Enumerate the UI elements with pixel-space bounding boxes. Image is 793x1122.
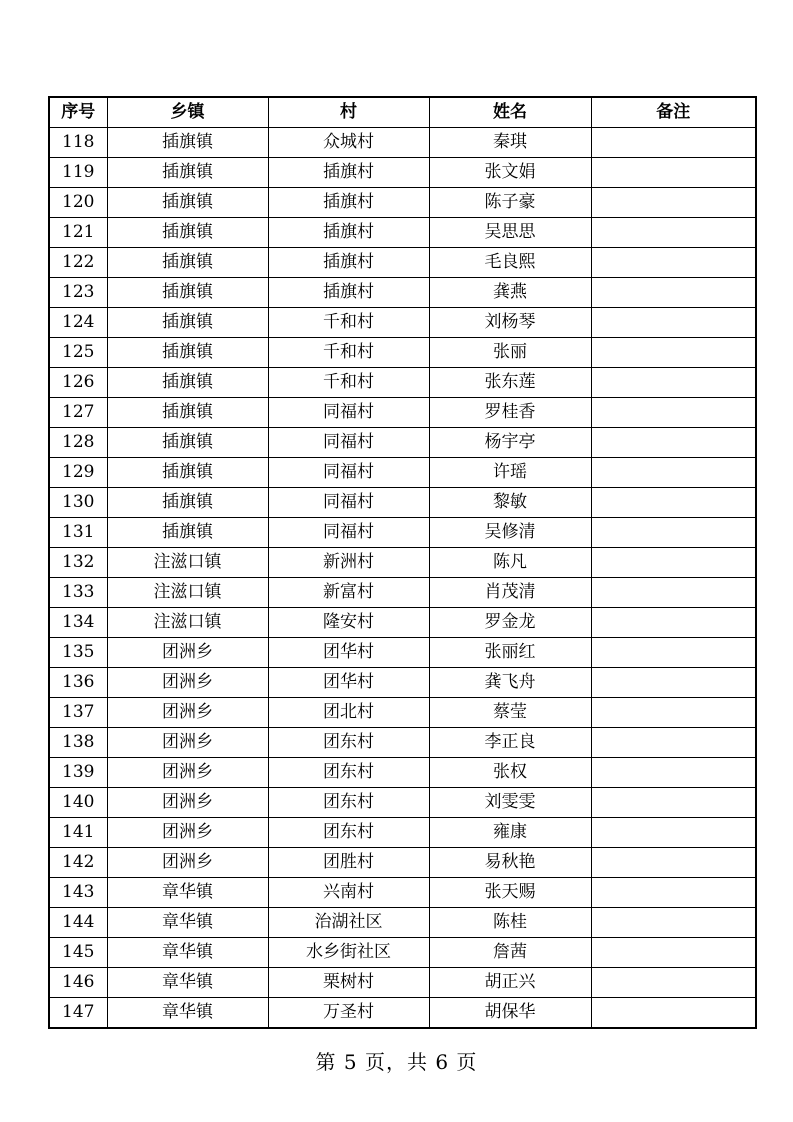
cell-note: [591, 488, 756, 518]
table-row: [49, 278, 756, 308]
cell-name: 胡正兴: [429, 968, 591, 998]
cell-village: 团华村: [268, 638, 429, 668]
cell-town: 插旗镇: [107, 308, 268, 338]
cell-name: 李正良: [429, 728, 591, 758]
cell-name: 胡保华: [429, 998, 591, 1029]
cell-town: 团洲乡: [107, 818, 268, 848]
cell-note: [591, 788, 756, 818]
cell-no: 146: [49, 968, 107, 998]
header-no: 序号: [49, 97, 107, 128]
cell-village: 同福村: [268, 428, 429, 458]
cell-no: 138: [49, 728, 107, 758]
cell-note: [591, 698, 756, 728]
cell-no: 145: [49, 938, 107, 968]
cell-note: [591, 188, 756, 218]
cell-village: 团华村: [268, 668, 429, 698]
cell-name: 龚飞舟: [429, 668, 591, 698]
cell-town: 团洲乡: [107, 758, 268, 788]
cell-village: 团东村: [268, 818, 429, 848]
table-row: [49, 998, 756, 1029]
cell-village: 水乡街社区: [268, 938, 429, 968]
cell-village: 治湖社区: [268, 908, 429, 938]
cell-note: [591, 518, 756, 548]
table-row: [49, 218, 756, 248]
table-row: [49, 518, 756, 548]
cell-name: 詹茜: [429, 938, 591, 968]
cell-no: 119: [49, 158, 107, 188]
table-row: [49, 848, 756, 878]
cell-town: 插旗镇: [107, 128, 268, 158]
cell-village: 隆安村: [268, 608, 429, 638]
cell-town: 插旗镇: [107, 428, 268, 458]
cell-no: 136: [49, 668, 107, 698]
cell-village: 千和村: [268, 308, 429, 338]
cell-note: [591, 848, 756, 878]
cell-no: 143: [49, 878, 107, 908]
cell-name: 吴思思: [429, 218, 591, 248]
cell-town: 团洲乡: [107, 698, 268, 728]
cell-village: 千和村: [268, 368, 429, 398]
cell-no: 131: [49, 518, 107, 548]
cell-town: 注滋口镇: [107, 548, 268, 578]
cell-no: 132: [49, 548, 107, 578]
cell-village: 团东村: [268, 728, 429, 758]
cell-name: 罗桂香: [429, 398, 591, 428]
cell-name: 许瑶: [429, 458, 591, 488]
cell-town: 注滋口镇: [107, 608, 268, 638]
cell-town: 插旗镇: [107, 368, 268, 398]
cell-no: 121: [49, 218, 107, 248]
cell-no: 134: [49, 608, 107, 638]
table-row: [49, 878, 756, 908]
cell-note: [591, 278, 756, 308]
cell-village: 同福村: [268, 458, 429, 488]
header-village: 村: [268, 97, 429, 128]
table-header-row: [49, 97, 756, 128]
cell-no: 125: [49, 338, 107, 368]
cell-note: [591, 218, 756, 248]
header-town: 乡镇: [107, 97, 268, 128]
cell-note: [591, 368, 756, 398]
cell-town: 章华镇: [107, 968, 268, 998]
cell-name: 肖茂清: [429, 578, 591, 608]
cell-no: 133: [49, 578, 107, 608]
cell-note: [591, 728, 756, 758]
cell-village: 插旗村: [268, 248, 429, 278]
cell-town: 团洲乡: [107, 638, 268, 668]
cell-name: 杨宇亭: [429, 428, 591, 458]
cell-no: 137: [49, 698, 107, 728]
cell-note: [591, 968, 756, 998]
table-row: [49, 608, 756, 638]
table-row: [49, 338, 756, 368]
cell-town: 章华镇: [107, 878, 268, 908]
roster-table: [48, 96, 757, 1029]
cell-note: [591, 668, 756, 698]
table-row: [49, 488, 756, 518]
cell-no: 144: [49, 908, 107, 938]
cell-no: 128: [49, 428, 107, 458]
cell-name: 刘雯雯: [429, 788, 591, 818]
table-row: [49, 308, 756, 338]
cell-note: [591, 878, 756, 908]
cell-note: [591, 308, 756, 338]
cell-town: 插旗镇: [107, 188, 268, 218]
cell-no: 140: [49, 788, 107, 818]
cell-name: 张天赐: [429, 878, 591, 908]
cell-no: 126: [49, 368, 107, 398]
cell-note: [591, 458, 756, 488]
cell-village: 插旗村: [268, 278, 429, 308]
cell-note: [591, 908, 756, 938]
cell-village: 栗树村: [268, 968, 429, 998]
cell-name: 张丽: [429, 338, 591, 368]
cell-name: 张文娟: [429, 158, 591, 188]
cell-note: [591, 578, 756, 608]
cell-no: 124: [49, 308, 107, 338]
header-note: 备注: [591, 97, 756, 128]
cell-name: 雍康: [429, 818, 591, 848]
cell-town: 插旗镇: [107, 488, 268, 518]
cell-name: 张丽红: [429, 638, 591, 668]
cell-town: 团洲乡: [107, 848, 268, 878]
table-row: [49, 578, 756, 608]
cell-town: 插旗镇: [107, 218, 268, 248]
cell-note: [591, 938, 756, 968]
cell-village: 团东村: [268, 758, 429, 788]
table-body: [49, 128, 756, 1029]
cell-name: 陈桂: [429, 908, 591, 938]
cell-note: [591, 608, 756, 638]
cell-village: 同福村: [268, 488, 429, 518]
cell-town: 插旗镇: [107, 398, 268, 428]
cell-name: 秦琪: [429, 128, 591, 158]
cell-village: 团北村: [268, 698, 429, 728]
table-row: [49, 548, 756, 578]
cell-town: 插旗镇: [107, 518, 268, 548]
cell-no: 141: [49, 818, 107, 848]
cell-village: 众城村: [268, 128, 429, 158]
cell-village: 插旗村: [268, 188, 429, 218]
cell-no: 122: [49, 248, 107, 278]
header-name: 姓名: [429, 97, 591, 128]
cell-town: 团洲乡: [107, 728, 268, 758]
cell-town: 团洲乡: [107, 668, 268, 698]
cell-no: 129: [49, 458, 107, 488]
cell-note: [591, 398, 756, 428]
cell-note: [591, 128, 756, 158]
cell-name: 陈凡: [429, 548, 591, 578]
cell-name: 吴修清: [429, 518, 591, 548]
cell-name: 毛良熙: [429, 248, 591, 278]
cell-name: 龚燕: [429, 278, 591, 308]
table-row: [49, 908, 756, 938]
table-row: [49, 158, 756, 188]
cell-village: 同福村: [268, 518, 429, 548]
cell-name: 张权: [429, 758, 591, 788]
cell-village: 新洲村: [268, 548, 429, 578]
table-row: [49, 758, 756, 788]
cell-no: 147: [49, 998, 107, 1029]
table-row: [49, 668, 756, 698]
cell-town: 插旗镇: [107, 278, 268, 308]
table-row: [49, 728, 756, 758]
cell-name: 蔡莹: [429, 698, 591, 728]
cell-note: [591, 818, 756, 848]
cell-village: 万圣村: [268, 998, 429, 1029]
cell-village: 新富村: [268, 578, 429, 608]
cell-town: 插旗镇: [107, 338, 268, 368]
cell-village: 同福村: [268, 398, 429, 428]
table-row: [49, 788, 756, 818]
cell-no: 139: [49, 758, 107, 788]
cell-note: [591, 428, 756, 458]
cell-note: [591, 158, 756, 188]
cell-note: [591, 998, 756, 1029]
cell-no: 127: [49, 398, 107, 428]
cell-note: [591, 638, 756, 668]
cell-town: 注滋口镇: [107, 578, 268, 608]
cell-name: 刘杨琴: [429, 308, 591, 338]
cell-name: 张东莲: [429, 368, 591, 398]
cell-village: 插旗村: [268, 158, 429, 188]
table-row: [49, 248, 756, 278]
cell-village: 兴南村: [268, 878, 429, 908]
cell-village: 千和村: [268, 338, 429, 368]
cell-town: 插旗镇: [107, 248, 268, 278]
cell-name: 罗金龙: [429, 608, 591, 638]
cell-name: 易秋艳: [429, 848, 591, 878]
table-row: [49, 698, 756, 728]
cell-note: [591, 248, 756, 278]
cell-no: 142: [49, 848, 107, 878]
cell-no: 120: [49, 188, 107, 218]
cell-village: 团东村: [268, 788, 429, 818]
cell-note: [591, 548, 756, 578]
table-row: [49, 188, 756, 218]
cell-town: 插旗镇: [107, 158, 268, 188]
page-number: 第 5 页，共 6 页: [315, 1050, 478, 1074]
cell-no: 130: [49, 488, 107, 518]
cell-town: 插旗镇: [107, 458, 268, 488]
table-row: [49, 458, 756, 488]
cell-village: 插旗村: [268, 218, 429, 248]
cell-name: 黎敏: [429, 488, 591, 518]
table-row: [49, 368, 756, 398]
table-row: [49, 638, 756, 668]
cell-town: 章华镇: [107, 938, 268, 968]
cell-village: 团胜村: [268, 848, 429, 878]
table-row: [49, 128, 756, 158]
cell-town: 章华镇: [107, 998, 268, 1029]
table-row: [49, 818, 756, 848]
cell-no: 123: [49, 278, 107, 308]
cell-name: 陈子豪: [429, 188, 591, 218]
cell-town: 团洲乡: [107, 788, 268, 818]
table-row: [49, 968, 756, 998]
cell-no: 135: [49, 638, 107, 668]
cell-note: [591, 758, 756, 788]
table-row: [49, 428, 756, 458]
table-row: [49, 398, 756, 428]
cell-town: 章华镇: [107, 908, 268, 938]
cell-no: 118: [49, 128, 107, 158]
table-row: [49, 938, 756, 968]
cell-note: [591, 338, 756, 368]
